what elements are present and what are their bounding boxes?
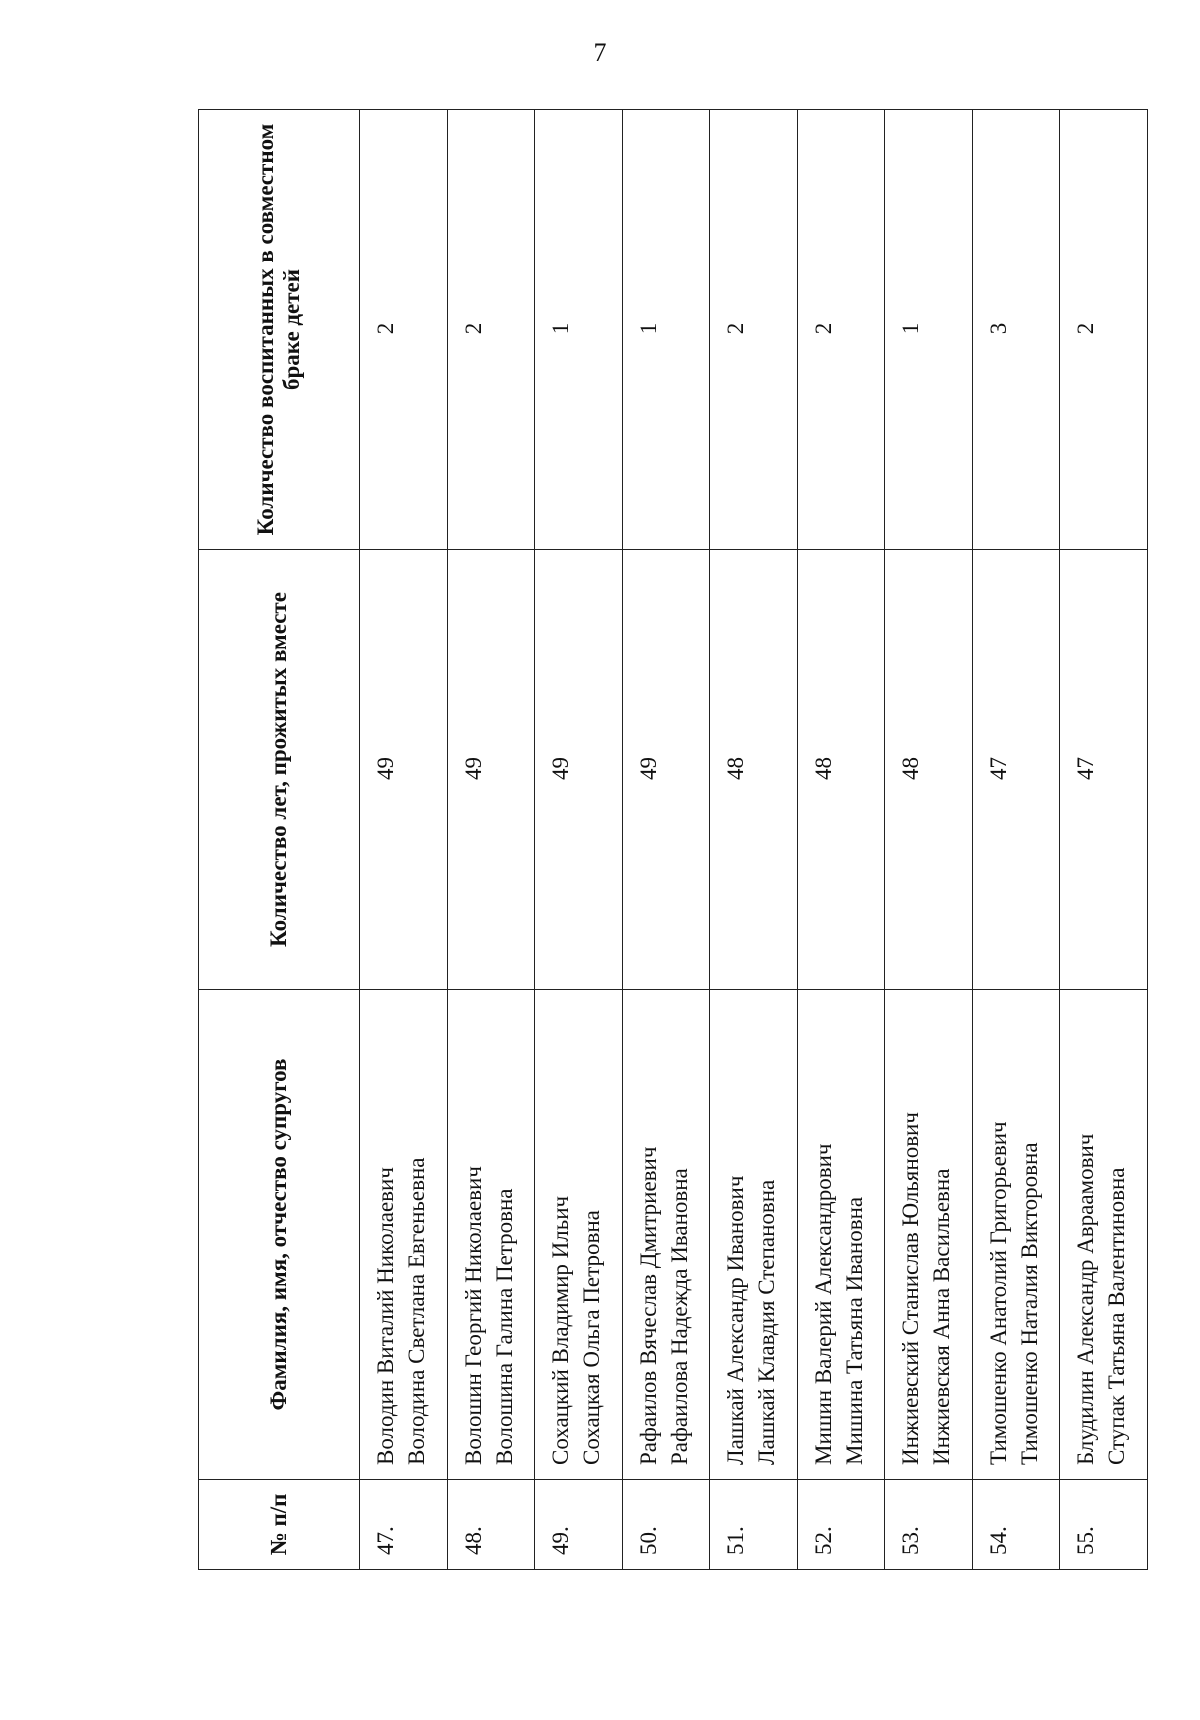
children-cell: 1 <box>535 110 623 550</box>
row-number: 54. <box>972 1480 1060 1570</box>
years-cell: 48 <box>797 550 885 990</box>
years-cell: 49 <box>535 550 623 990</box>
children-cell: 2 <box>1060 110 1148 550</box>
row-number: 50. <box>622 1480 710 1570</box>
table-container <box>198 110 1148 1570</box>
wife-name: Волошина Галина Петровна <box>491 1188 517 1465</box>
wife-name: Лашкай Клавдия Степановна <box>754 1179 780 1465</box>
header-num: № п/п <box>199 1480 360 1570</box>
spouses-cell <box>360 990 448 1480</box>
row-number: 48. <box>447 1480 535 1570</box>
row-number: 49. <box>535 1480 623 1570</box>
husband-name: Инжиевский Станислав Юльянович <box>898 1112 924 1465</box>
table-row <box>360 110 448 1570</box>
table-row <box>622 110 710 1570</box>
spouses-cell <box>710 990 798 1480</box>
wife-name: Ступак Татьяна Валентиновна <box>1104 1167 1130 1465</box>
husband-name: Рафаилов Вячеслав Дмитриевич <box>635 1146 661 1465</box>
table-row <box>885 110 973 1570</box>
spouses-cell <box>447 990 535 1480</box>
page-number: 7 <box>593 38 607 67</box>
spouses-cell <box>535 990 623 1480</box>
table-row <box>1060 110 1148 1570</box>
children-cell: 3 <box>972 110 1060 550</box>
spouses-cell <box>622 990 710 1480</box>
husband-name: Тимошенко Анатолий Григорьевич <box>985 1121 1011 1465</box>
table-row <box>447 110 535 1570</box>
row-number: 53. <box>885 1480 973 1570</box>
children-cell: 2 <box>360 110 448 550</box>
row-number: 52. <box>797 1480 885 1570</box>
spouses-cell <box>972 990 1060 1480</box>
wife-name: Инжиевская Анна Васильевна <box>929 1168 955 1465</box>
husband-name: Волошин Георгий Николаевич <box>460 1166 486 1465</box>
years-cell: 49 <box>447 550 535 990</box>
children-cell: 1 <box>622 110 710 550</box>
spouses-cell <box>885 990 973 1480</box>
years-cell: 48 <box>885 550 973 990</box>
wife-name: Тимошенко Наталия Викторовна <box>1016 1142 1042 1465</box>
husband-name: Сохацкий Владимир Ильич <box>548 1195 574 1465</box>
row-number: 51. <box>710 1480 798 1570</box>
row-number: 47. <box>360 1480 448 1570</box>
header-years: Количество лет, прожитых вместе <box>199 550 360 990</box>
table-row <box>797 110 885 1570</box>
wife-name: Сохацкая Ольга Петровна <box>579 1210 605 1465</box>
table-row <box>535 110 623 1570</box>
wife-name: Рафаилова Надежда Ивановна <box>666 1168 692 1465</box>
header-row <box>199 110 360 1570</box>
header-children: Количество воспитанных в совместном браке детей <box>199 110 360 550</box>
husband-name: Лашкай Александр Иванович <box>723 1175 749 1465</box>
wife-name: Мишина Татьяна Ивановна <box>841 1196 867 1465</box>
husband-name: Мишин Валерий Александрович <box>810 1143 836 1465</box>
header-name: Фамилия, имя, отчество супругов <box>199 990 360 1480</box>
years-cell: 48 <box>710 550 798 990</box>
row-number: 55. <box>1060 1480 1148 1570</box>
rotated-table-frame <box>198 110 1148 1570</box>
table-row <box>972 110 1060 1570</box>
children-cell: 2 <box>710 110 798 550</box>
husband-name: Блудилин Александр Авраамович <box>1073 1133 1099 1465</box>
years-cell: 47 <box>1060 550 1148 990</box>
spouses-cell <box>1060 990 1148 1480</box>
table-body <box>360 110 1148 1570</box>
table-row <box>710 110 798 1570</box>
years-cell: 49 <box>622 550 710 990</box>
husband-name: Володин Виталий Николаевич <box>373 1167 398 1465</box>
wife-name: Володина Светлана Евгеньевна <box>404 1157 430 1465</box>
spouses-table <box>198 109 1148 1570</box>
years-cell: 47 <box>972 550 1060 990</box>
children-cell: 2 <box>447 110 535 550</box>
years-cell: 49 <box>360 550 448 990</box>
table-header <box>199 110 360 1570</box>
children-cell: 1 <box>885 110 973 550</box>
children-cell: 2 <box>797 110 885 550</box>
spouses-cell <box>797 990 885 1480</box>
